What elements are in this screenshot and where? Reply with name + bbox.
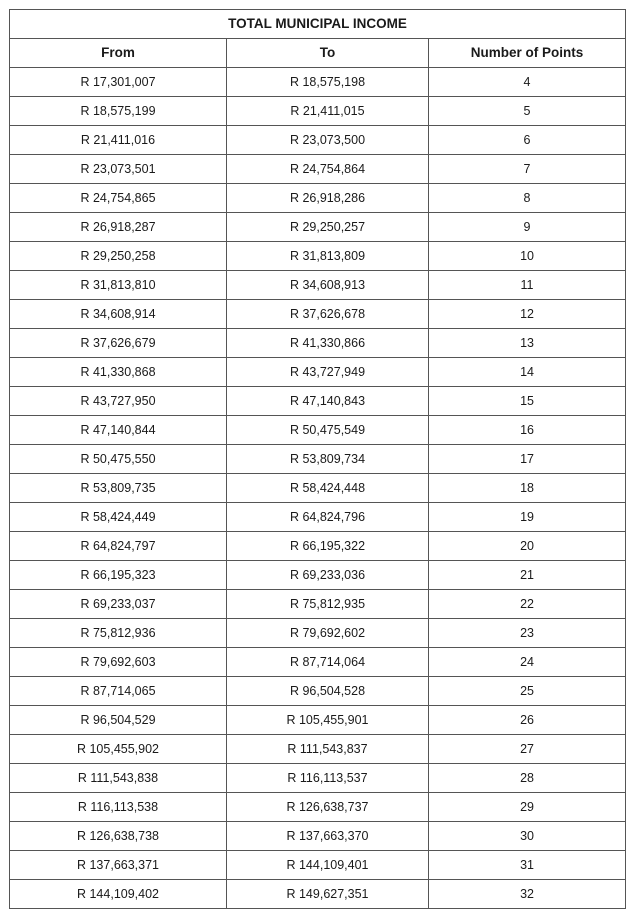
cell-to: R 53,809,734 [227,445,429,474]
table-row [10,416,626,445]
cell-from: R 23,073,501 [10,155,227,184]
table-row [10,184,626,213]
table-header-row [10,39,626,68]
cell-to: R 69,233,036 [227,561,429,590]
cell-to: R 34,608,913 [227,271,429,300]
column-header-to: To [227,39,429,68]
cell-points: 23 [429,619,626,648]
table-row [10,735,626,764]
cell-from: R 29,250,258 [10,242,227,271]
table-row [10,213,626,242]
cell-to: R 23,073,500 [227,126,429,155]
cell-from: R 69,233,037 [10,590,227,619]
cell-to: R 149,627,351 [227,880,429,909]
cell-points: 16 [429,416,626,445]
table-row [10,329,626,358]
cell-from: R 24,754,865 [10,184,227,213]
table-row [10,590,626,619]
cell-to: R 26,918,286 [227,184,429,213]
cell-points: 28 [429,764,626,793]
cell-to: R 41,330,866 [227,329,429,358]
cell-to: R 126,638,737 [227,793,429,822]
cell-from: R 111,543,838 [10,764,227,793]
table-title-row [10,10,626,39]
cell-points: 12 [429,300,626,329]
cell-points: 14 [429,358,626,387]
cell-points: 20 [429,532,626,561]
cell-to: R 144,109,401 [227,851,429,880]
cell-from: R 50,475,550 [10,445,227,474]
cell-to: R 29,250,257 [227,213,429,242]
table-row [10,677,626,706]
cell-from: R 43,727,950 [10,387,227,416]
cell-from: R 144,109,402 [10,880,227,909]
table-row [10,503,626,532]
table-row [10,97,626,126]
cell-from: R 58,424,449 [10,503,227,532]
cell-to: R 43,727,949 [227,358,429,387]
table-row [10,561,626,590]
cell-points: 18 [429,474,626,503]
cell-to: R 96,504,528 [227,677,429,706]
cell-points: 24 [429,648,626,677]
cell-points: 26 [429,706,626,735]
cell-points: 30 [429,822,626,851]
cell-from: R 105,455,902 [10,735,227,764]
table-row [10,126,626,155]
table-title: TOTAL MUNICIPAL INCOME [10,10,626,39]
column-header-from: From [10,39,227,68]
cell-to: R 21,411,015 [227,97,429,126]
cell-to: R 105,455,901 [227,706,429,735]
cell-to: R 79,692,602 [227,619,429,648]
table-body [10,68,626,909]
cell-to: R 66,195,322 [227,532,429,561]
cell-from: R 53,809,735 [10,474,227,503]
cell-from: R 18,575,199 [10,97,227,126]
cell-points: 7 [429,155,626,184]
cell-to: R 18,575,198 [227,68,429,97]
cell-points: 15 [429,387,626,416]
column-header-points: Number of Points [429,39,626,68]
table-row [10,532,626,561]
cell-points: 5 [429,97,626,126]
cell-points: 32 [429,880,626,909]
table-row [10,619,626,648]
cell-points: 19 [429,503,626,532]
table-row [10,445,626,474]
cell-to: R 50,475,549 [227,416,429,445]
cell-to: R 37,626,678 [227,300,429,329]
cell-to: R 47,140,843 [227,387,429,416]
municipal-income-table [9,9,626,909]
cell-from: R 37,626,679 [10,329,227,358]
cell-points: 25 [429,677,626,706]
cell-points: 10 [429,242,626,271]
cell-from: R 79,692,603 [10,648,227,677]
table-row [10,155,626,184]
cell-from: R 31,813,810 [10,271,227,300]
cell-from: R 26,918,287 [10,213,227,242]
table-row [10,242,626,271]
cell-points: 11 [429,271,626,300]
cell-points: 13 [429,329,626,358]
cell-points: 29 [429,793,626,822]
table-row [10,387,626,416]
cell-from: R 66,195,323 [10,561,227,590]
table-row [10,474,626,503]
cell-from: R 41,330,868 [10,358,227,387]
table-row [10,880,626,909]
cell-points: 9 [429,213,626,242]
cell-to: R 64,824,796 [227,503,429,532]
table-row [10,271,626,300]
cell-from: R 47,140,844 [10,416,227,445]
cell-to: R 24,754,864 [227,155,429,184]
table-row [10,764,626,793]
cell-to: R 75,812,935 [227,590,429,619]
cell-points: 8 [429,184,626,213]
table-row [10,793,626,822]
cell-points: 6 [429,126,626,155]
table-row [10,851,626,880]
cell-from: R 75,812,936 [10,619,227,648]
cell-points: 17 [429,445,626,474]
cell-from: R 96,504,529 [10,706,227,735]
cell-from: R 116,113,538 [10,793,227,822]
cell-to: R 137,663,370 [227,822,429,851]
cell-points: 4 [429,68,626,97]
cell-points: 22 [429,590,626,619]
cell-to: R 58,424,448 [227,474,429,503]
table-row [10,648,626,677]
cell-to: R 111,543,837 [227,735,429,764]
cell-to: R 87,714,064 [227,648,429,677]
cell-points: 27 [429,735,626,764]
cell-to: R 31,813,809 [227,242,429,271]
cell-to: R 116,113,537 [227,764,429,793]
table-row [10,68,626,97]
table-row [10,358,626,387]
cell-from: R 137,663,371 [10,851,227,880]
table-row [10,300,626,329]
table-row [10,706,626,735]
cell-points: 31 [429,851,626,880]
cell-from: R 64,824,797 [10,532,227,561]
cell-from: R 126,638,738 [10,822,227,851]
cell-points: 21 [429,561,626,590]
cell-from: R 87,714,065 [10,677,227,706]
cell-from: R 17,301,007 [10,68,227,97]
cell-from: R 34,608,914 [10,300,227,329]
table-row [10,822,626,851]
cell-from: R 21,411,016 [10,126,227,155]
